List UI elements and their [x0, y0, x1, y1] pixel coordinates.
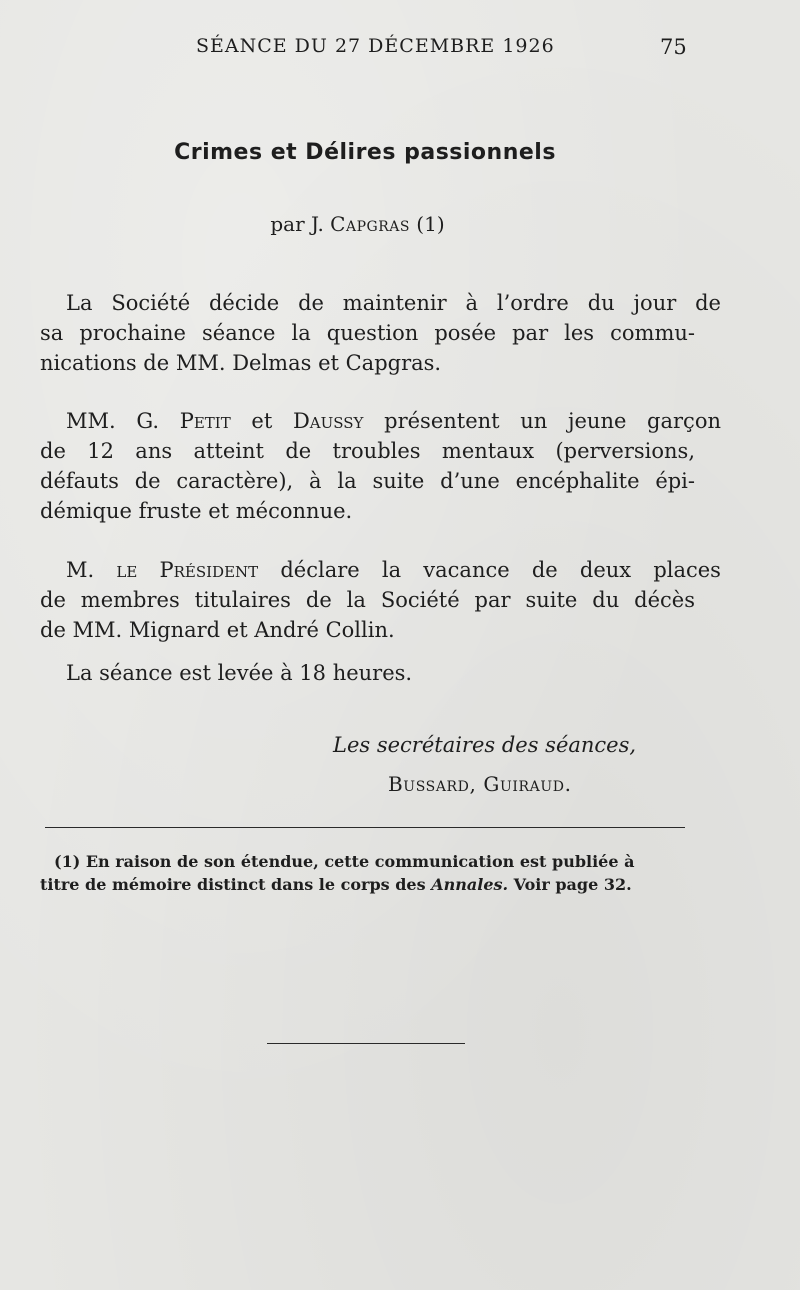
- paragraph-line: de MM. Mignard et André Collin.: [40, 618, 395, 642]
- paragraph-line: sa prochaine séance la question posée par les commu-: [40, 321, 695, 345]
- paragraph-presentation: [40, 406, 721, 436]
- footnote-line: (1) En raison de son étendue, cette communication est publiée à: [54, 852, 635, 871]
- byline-author: Capgras: [330, 212, 410, 236]
- person-name: Petit: [179, 409, 231, 433]
- paragraph-first-line: [66, 406, 721, 436]
- paragraph-first-line: [66, 555, 721, 585]
- footnote: [40, 850, 695, 896]
- person-name: Daussy: [292, 409, 364, 433]
- paragraph-line: La séance est levée à 18 heures.: [66, 661, 413, 685]
- running-head: SÉANCE DU 27 DÉCEMBRE 1926: [196, 35, 555, 57]
- page-number: 75: [660, 35, 687, 59]
- text-fragment: présentent un jeune garçon: [384, 409, 721, 433]
- footnote-divider: [45, 827, 685, 828]
- paragraph-presentation-cont: [40, 436, 695, 526]
- paragraph-line: La Société décide de maintenir à l’ordre du jour de: [66, 291, 721, 315]
- byline: [0, 212, 715, 236]
- text-fragment: et: [251, 409, 273, 433]
- text-fragment: MM. G.: [66, 409, 160, 433]
- paragraph-line: défauts de caractère), à la suite d’une encéphalite épi-: [40, 469, 695, 493]
- text-fragment: déclare la vacance de deux places: [280, 558, 721, 582]
- end-divider: [267, 1043, 465, 1044]
- president-title: le Président: [116, 558, 259, 582]
- journal-name: Annales.: [431, 875, 509, 894]
- paragraph-line: nications de MM. Delmas et Capgras.: [40, 351, 442, 375]
- paragraph-closing: [40, 658, 721, 688]
- signature-names: Bussard, Guiraud.: [388, 772, 572, 796]
- article-title: Crimes et Délires passionnels: [174, 140, 556, 165]
- text-fragment: M.: [66, 558, 95, 582]
- paragraph-line: de membres titulaires de la Société par suite du décès: [40, 588, 695, 612]
- byline-prefix: par J.: [270, 212, 324, 236]
- paragraph-line: de 12 ans atteint de troubles mentaux (perversions,: [40, 439, 695, 463]
- paragraph-agenda-cont: [40, 318, 695, 378]
- paragraph-vacancy: [40, 555, 721, 585]
- footnote-line: [40, 873, 695, 896]
- paragraph-line: démique fruste et méconnue.: [40, 499, 353, 523]
- text-fragment: Voir page 32.: [513, 875, 632, 894]
- paragraph-vacancy-cont: [40, 585, 695, 645]
- text-fragment: titre de mémoire distinct dans le corps des: [40, 875, 426, 894]
- paragraph-agenda: [40, 288, 721, 318]
- signature-role: Les secrétaires des séances,: [333, 733, 637, 757]
- byline-footnote-ref: (1): [416, 212, 445, 236]
